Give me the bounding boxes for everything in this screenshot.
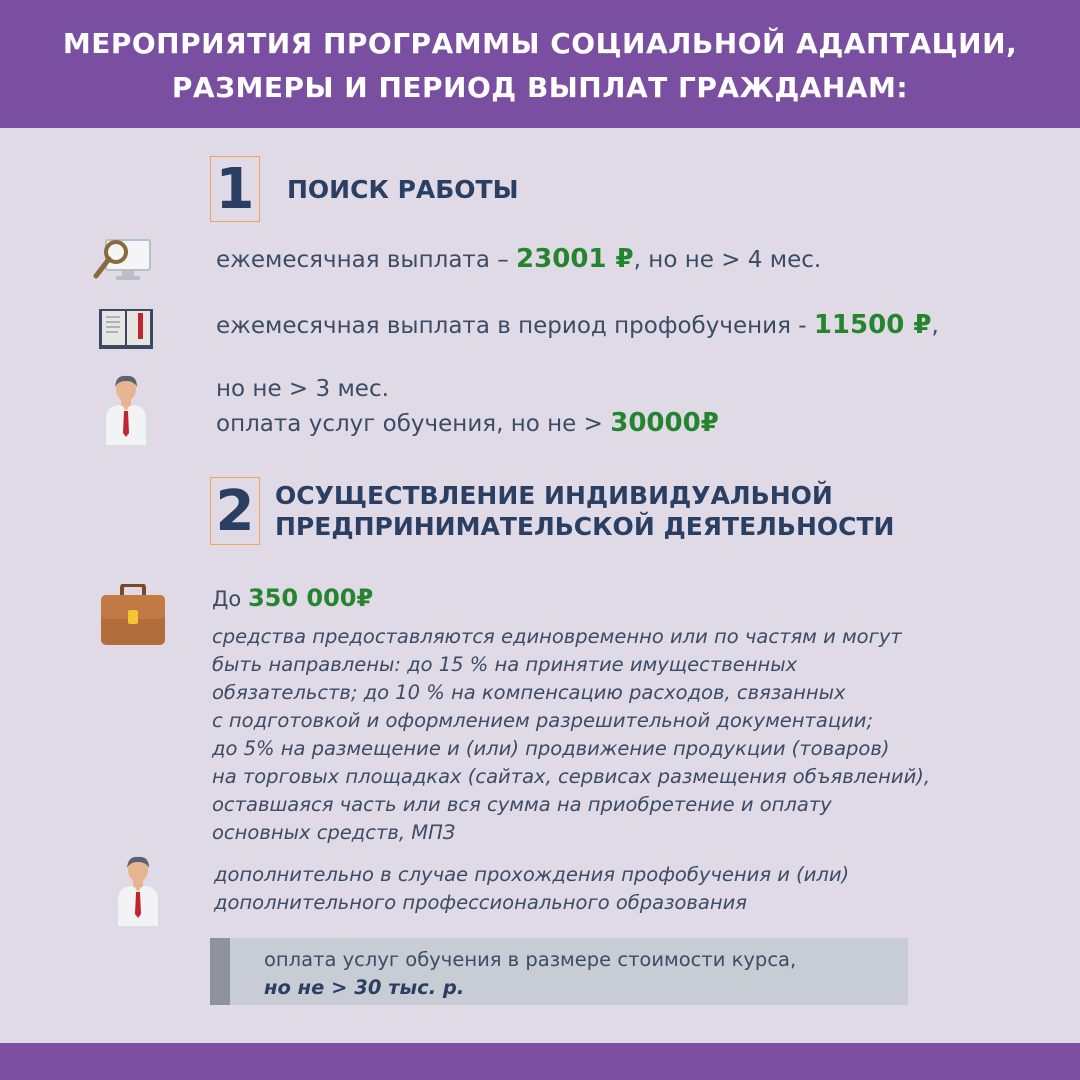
book-icon	[98, 307, 154, 351]
section-1-title: ПОИСК РАБОТЫ	[287, 175, 519, 204]
section-2-extra: дополнительно в случае прохождения профобучения и (или) дополнительного профессионального образования	[214, 863, 850, 914]
note-text: оплата услуг обучения в размере стоимости курса, но не > 30 тыс. р.	[264, 948, 797, 999]
header-line-1: МЕРОПРИЯТИЯ ПРОГРАММЫ СОЦИАЛЬНОЙ АДАПТАЦИИ,	[62, 27, 1018, 60]
section-1-number: 1	[210, 156, 260, 222]
section-1-row-2: ежемесячная выплата в период профобучения - 11500 ₽,	[216, 310, 939, 340]
section-2-grant: До 350 000₽	[212, 584, 374, 612]
page-footer	[0, 1043, 1080, 1080]
page-header	[0, 0, 1080, 128]
section-1-row-4: оплата услуг обучения, но не > 30000₽	[216, 408, 719, 438]
briefcase-icon	[100, 584, 166, 646]
section-1-row-1: ежемесячная выплата – 23001 ₽, но не > 4 мес.	[216, 244, 822, 274]
training-note	[210, 938, 908, 1005]
person-icon	[114, 853, 162, 927]
header-line-2: РАЗМЕРЫ И ПЕРИОД ВЫПЛАТ ГРАЖДАНАМ:	[171, 71, 909, 104]
person-icon	[102, 373, 150, 445]
monitor-search-icon	[92, 236, 154, 284]
section-2-details: средства предоставляются единовременно или по частям и могут быть направлены: до 15 % на принятие имущественных обязательств; до 10 % на компенсацию расходов, связанных с подготовкой и оформлением разрешительной документации; до 5% на размещение и (или) продвижение продукции (товаров) на торговых площадках (сайтах, сервисах размещения объявлений), оставшаяся часть или вся сумма на приобретение и оплату основных средств, МПЗ	[212, 625, 931, 844]
section-2-number: 2	[210, 477, 260, 545]
section-1-row-3: но не > 3 мес.	[216, 376, 389, 402]
section-2-title: ОСУЩЕСТВЛЕНИЕ ИНДИВИДУАЛЬНОЙ ПРЕДПРИНИМАТЕЛЬСКОЙ ДЕЯТЕЛЬНОСТИ	[275, 481, 895, 541]
note-accent-bar	[210, 938, 230, 1005]
